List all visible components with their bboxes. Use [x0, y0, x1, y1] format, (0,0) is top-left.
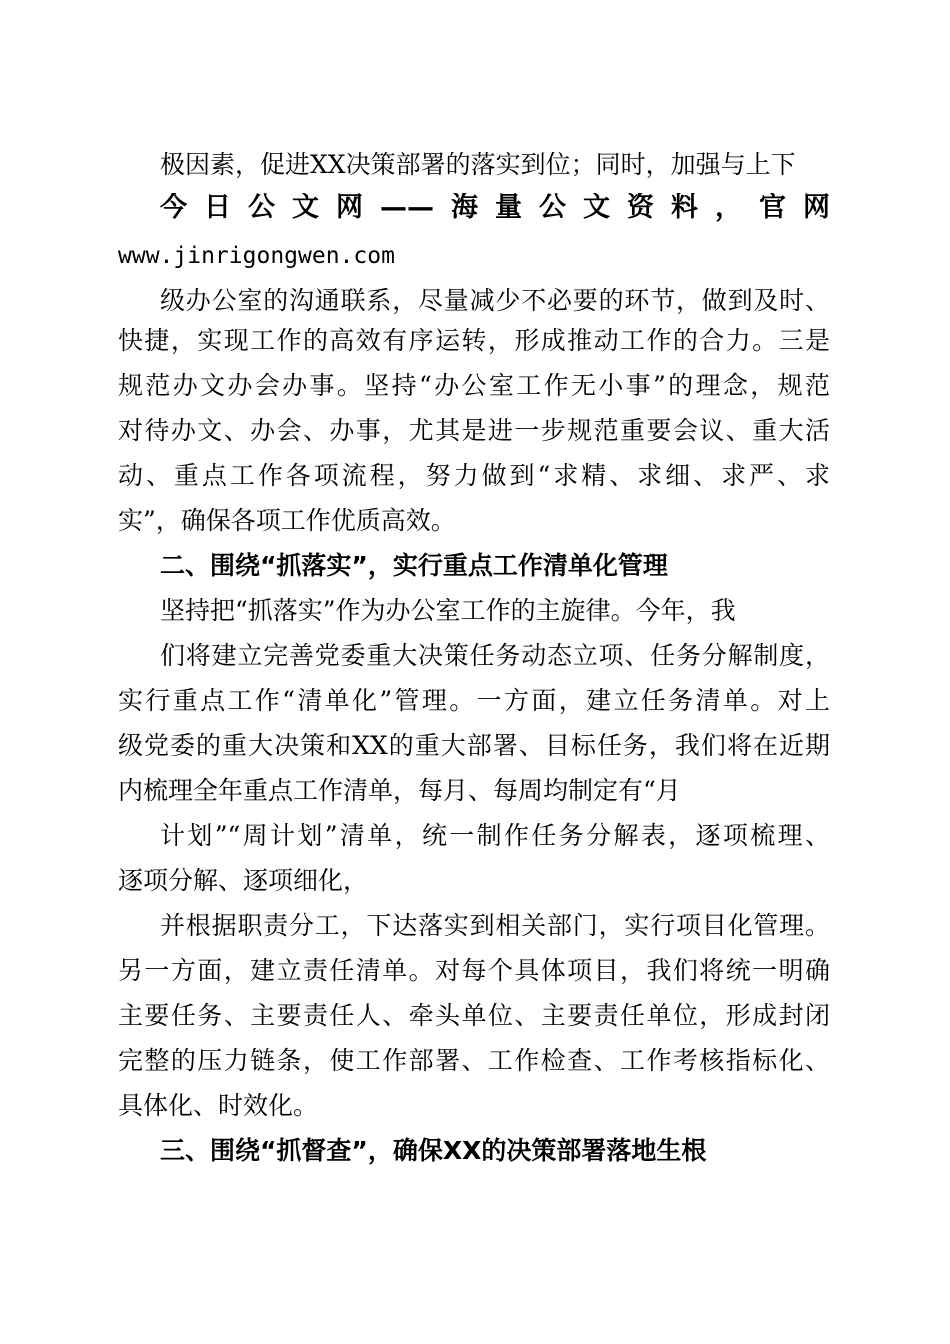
paragraph-line: 坚持把“抓落实”作为办公室工作的主旋律。今年，我: [160, 596, 736, 625]
paragraph-line: 计划”“周计划”清单，统一制作任务分解表，逐项梳理、: [160, 821, 830, 850]
paragraph-line: 内梳理全年重点工作清单，每月、每周均制定有“月: [118, 776, 681, 805]
site-banner: 今日公文网——海量公文资料，官网: [160, 193, 830, 223]
paragraph-line: 动、重点工作各项流程，努力做到“求精、求细、求严、求: [118, 461, 830, 490]
paragraph-line: 实”，确保各项工作优质高效。: [118, 506, 456, 535]
section-heading: 二、围绕“抓落实”，实行重点工作清单化管理: [160, 551, 668, 580]
paragraph-line: 另一方面，建立责任清单。对每个具体项目，我们将统一明确: [118, 956, 830, 985]
paragraph-line: 并根据职责分工，下达落实到相关部门，实行项目化管理。: [160, 911, 830, 940]
paragraph-line: 完整的压力链条，使工作部署、工作检查、工作考核指标化、: [118, 1046, 830, 1075]
paragraph-line: 逐项分解、逐项细化，: [118, 866, 369, 895]
paragraph-line: 规范办文办会办事。坚持“办公室工作无小事”的理念，规范: [118, 371, 830, 400]
paragraph-line: 实行重点工作“清单化”管理。一方面，建立任务清单。对上: [118, 686, 830, 715]
paragraph-line: 对待办文、办会、办事，尤其是进一步规范重要会议、重大活: [118, 416, 830, 445]
site-url: www.jinrigongwen.com: [118, 243, 395, 269]
paragraph-line: 主要任务、主要责任人、牵头单位、主要责任单位，形成封闭: [118, 1001, 830, 1030]
section-heading: 三、围绕“抓督查”，确保XX的决策部署落地生根: [160, 1136, 707, 1165]
paragraph-line: 级办公室的沟通联系，尽量减少不必要的环节，做到及时、: [160, 286, 830, 315]
paragraph-line: 具体化、时效化。: [118, 1091, 319, 1120]
paragraph-line: 极因素，促进XX决策部署的落实到位；同时，加强与上下: [160, 150, 796, 179]
paragraph-line: 们将建立完善党委重大决策任务动态立项、任务分解制度，: [160, 641, 830, 670]
paragraph-line: 级党委的重大决策和XX的重大部署、目标任务，我们将在近期: [118, 731, 830, 760]
paragraph-line: 快捷，实现工作的高效有序运转，形成推动工作的合力。三是: [118, 326, 830, 355]
